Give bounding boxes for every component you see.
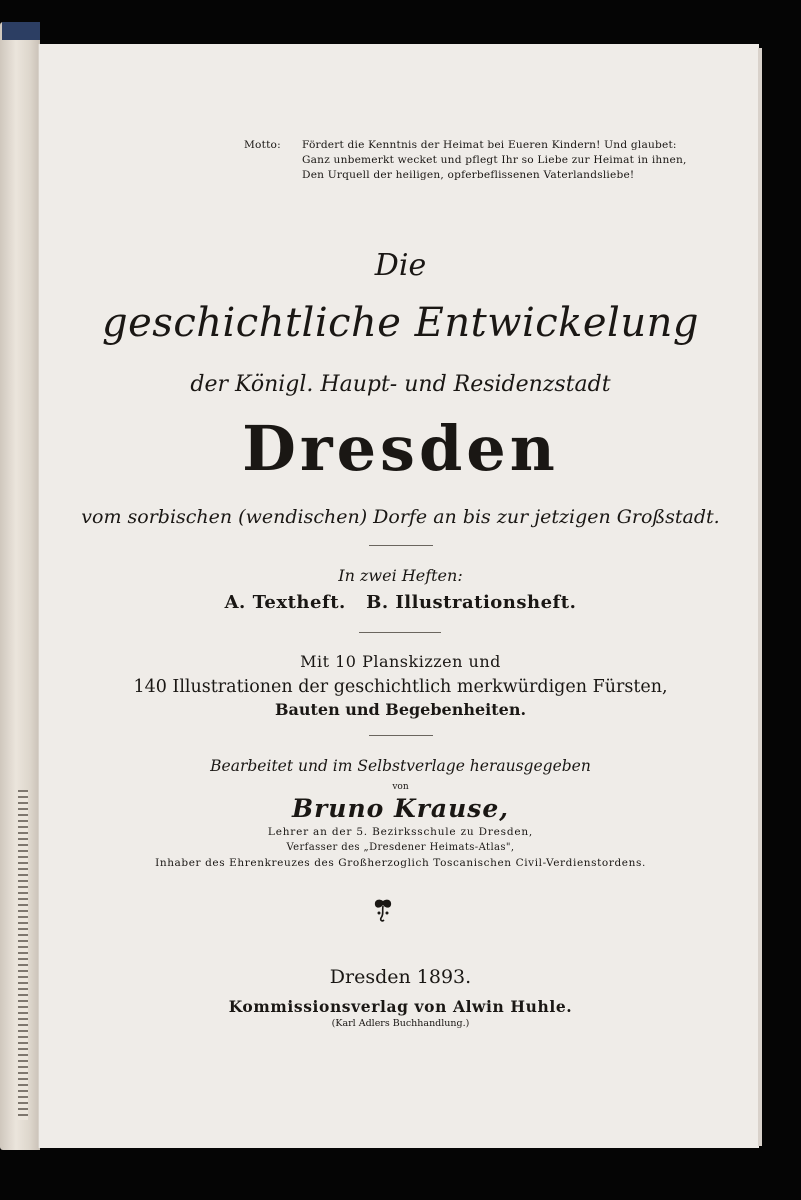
motto-line-3: Den Urquell der heiligen, opferbeflissenen Vaterlandsliebe! xyxy=(302,169,635,181)
parts-list xyxy=(0,592,801,613)
imprint-place-year: Dresden 1893. xyxy=(329,966,472,988)
motto-line-1: Fördert die Kenntnis der Heimat bei Eueren Kindern! Und glaubet: xyxy=(302,139,677,151)
parts-intro: In zwei Heften: xyxy=(338,566,463,585)
title-article: Die xyxy=(374,248,427,283)
main-title: geschichtliche Entwickelung xyxy=(102,300,699,346)
title-scope: vom sorbischen (wendischen) Dorfe an bis zur jetzigen Großstadt. xyxy=(81,506,720,528)
contents-line-2: 140 Illustrationen der geschichtlich merkwürdigen Fürsten, xyxy=(133,677,668,697)
part-b: B. Illustrationsheft. xyxy=(366,592,577,613)
author-title-3: Inhaber des Ehrenkreuzes des Großherzoglich Toscanischen Civil-Verdienstordens. xyxy=(155,857,646,869)
motto-label: Motto: xyxy=(244,139,281,151)
spine-cover-edge xyxy=(2,22,40,40)
imprint-publisher: Kommissionsverlag von Alwin Huhle. xyxy=(228,997,573,1016)
divider xyxy=(369,545,433,546)
divider xyxy=(359,632,441,633)
title-subtitle: der Königl. Haupt- und Residenzstadt xyxy=(190,372,611,397)
contents-line-1: Mit 10 Planskizzen und xyxy=(300,652,501,671)
author-von: von xyxy=(392,782,409,792)
author-title-2: Verfasser des „Dresdener Heimats-Atlas", xyxy=(286,842,515,853)
motto-line-2: Ganz unbemerkt wecket und pflegt Ihr so Liebe zur Heimat in ihnen, xyxy=(302,154,687,166)
city-name: Dresden xyxy=(242,412,559,485)
fleuron-icon xyxy=(371,898,395,924)
contents-line-3: Bauten und Begebenheiten. xyxy=(274,700,527,719)
imprint-bookshop: (Karl Adlers Buchhandlung.) xyxy=(331,1018,470,1029)
binding-stitches xyxy=(18,790,28,1120)
part-a: A. Textheft. xyxy=(224,592,346,613)
divider xyxy=(369,735,433,736)
author-intro: Bearbeitet und im Selbstverlage herausgegeben xyxy=(210,757,591,775)
author-name: Bruno Krause, xyxy=(292,794,509,823)
author-title-1: Lehrer an der 5. Bezirksschule zu Dresden, xyxy=(267,826,534,838)
motto-text xyxy=(302,138,687,183)
